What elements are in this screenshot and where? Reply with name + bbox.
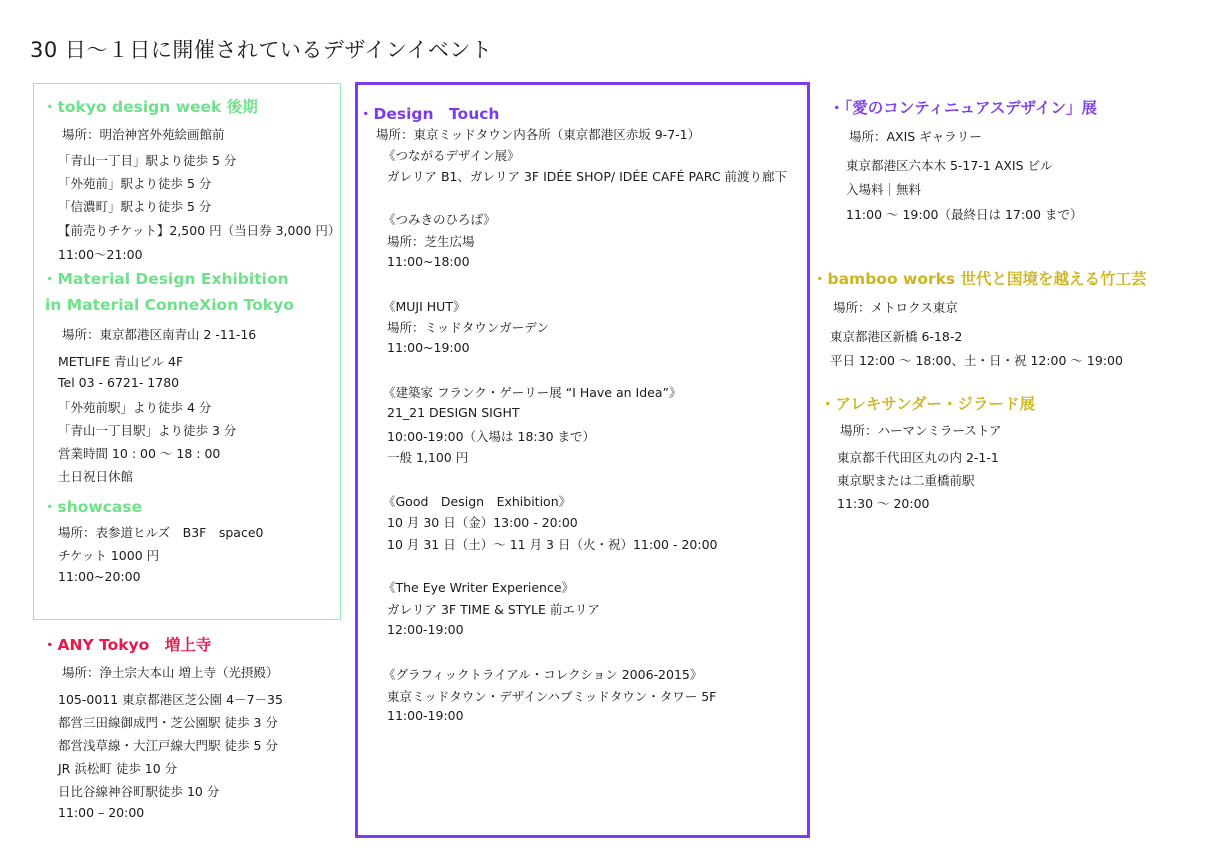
detail-line: ガレリア 3F TIME & STYLE 前エリア [387,602,600,617]
access-line: 都営三田線御成門・芝公園駅 徒歩 3 分 [58,715,278,730]
detail-line: 10 月 30 日（金）13:00 - 20:00 [387,515,578,530]
hours-line: 営業時間 10 : 00 ～ 18 : 00 [58,446,221,461]
detail-line: 11:00~18:00 [387,254,470,269]
detail-line: 場所：芝生広場 [387,234,475,249]
access-line: JR 浜松町 徒歩 10 分 [58,761,178,776]
fee-line: 入場料｜無料 [846,182,922,197]
sub-event-title: 《The Eye Writer Experience》 [383,580,575,595]
sub-event-title: 《MUJI HUT》 [383,299,466,314]
detail-line: 11:00~19:00 [387,340,470,355]
detail-line: 一般 1,100 円 [387,450,469,465]
hours-line: 11:30 ～ 20:00 [837,496,930,511]
place-line: 場所：東京都港区南青山 2 -11-16 [62,327,257,342]
detail-line: 12:00-19:00 [387,622,464,637]
address-line: 105-0011 東京都港区芝公園 4－7－35 [58,692,283,707]
detail-line: 場所：ミッドタウンガーデン [387,320,550,335]
place-line: 場所：表参道ヒルズ B3F space0 [58,525,264,540]
detail-line: 東京ミッドタウン・デザインハブミッドタウン・タワー 5F [387,689,717,704]
place-line: 場所：明治神宮外苑絵画館前 [62,127,225,142]
sub-event-title: 《つみきのひろば》 [383,212,496,227]
access-line: 都営浅草線・大江戸線大門駅 徒歩 5 分 [58,738,278,753]
place-line: 場所：メトロクス東京 [833,300,958,315]
detail-line: 10 月 31 日（土）～ 11 月 3 日（火・祝）11:00 - 20:00 [387,537,718,552]
ticket-line: チケット 1000 円 [58,548,160,563]
closed-line: 土日祝日休館 [58,469,134,484]
sub-event-title: 《グラフィックトライアル・コレクション 2006-2015》 [383,667,703,682]
access-line: 「外苑前駅」より徒歩 4 分 [58,400,212,415]
event-heading-material-design: ・Material Design Exhibition [42,270,289,288]
hours-line: 11:00 ～ 19:00（最終日は 17:00 まで） [846,207,1083,222]
detail-line: 21_21 DESIGN SIGHT [387,405,520,420]
sub-event-title: 《建築家 フランク・ゲーリー展 “I Have an Idea”》 [383,385,682,400]
address-line: METLIFE 青山ビル 4F [58,354,184,369]
hours-line: 11:00～21:00 [58,247,143,262]
hours-line: 11:00~20:00 [58,569,141,584]
place-line: 場所：ハーマンミラーストア [840,423,1002,438]
ticket-line: 【前売りチケット】2,500 円（当日券 3,000 円） [58,223,341,238]
event-heading-axis: ・「愛のコンティニュアスデザイン」展 [829,99,1097,117]
access-line: 「外苑前」駅より徒歩 5 分 [58,176,212,191]
event-heading-material-design-sub: in Material ConneXion Tokyo [45,296,294,314]
sub-event-title: 《つながるデザイン展》 [383,148,520,163]
event-heading-any-tokyo: ・ANY Tokyo 増上寺 [42,636,212,654]
place-line: 場所：東京ミッドタウン内各所（東京都港区赤坂 9-7-1） [376,127,701,142]
sub-event-title: 《Good Design Exhibition》 [383,494,572,509]
hours-line: 11:00 – 20:00 [58,805,145,820]
event-heading-girard: ・アレキサンダー・ジラード展 [820,395,1035,413]
hours-line: 平日 12:00 ～ 18:00、土・日・祝 12:00 ～ 19:00 [830,353,1123,368]
event-heading-design-touch: ・Design Touch [358,105,500,123]
detail-line: 10:00-19:00（入場は 18:30 まで） [387,429,596,444]
page-title: 30 日～１日に開催されているデザインイベント [30,38,493,62]
access-line: 「青山一丁目」駅より徒歩 5 分 [58,153,237,168]
address-line: 東京都港区新橋 6-18-2 [830,329,963,344]
place-line: 場所：浄土宗大本山 増上寺（光摂殿） [62,665,279,680]
event-heading-tokyo-design-week: ・tokyo design week 後期 [42,98,258,116]
access-line: 「信濃町」駅より徒歩 5 分 [58,199,212,214]
place-line: 場所：AXIS ギャラリー [849,129,982,144]
address-line: 東京都港区六本木 5-17-1 AXIS ビル [846,158,1053,173]
event-heading-bamboo-works: ・bamboo works 世代と国境を越える竹工芸 [812,270,1147,288]
event-heading-showcase: ・showcase [42,498,143,516]
access-line: 「青山一丁目駅」より徒歩 3 分 [58,423,237,438]
access-line: 東京駅または二重橋前駅 [837,473,975,488]
detail-line: ガレリア B1、ガレリア 3F IDÉE SHOP/ IDÉE CAFÉ PARC 前渡り廊下 [387,169,788,184]
address-line: 東京都千代田区丸の内 2-1-1 [837,450,999,465]
tel-line: Tel 03 - 6721- 1780 [58,375,180,390]
detail-line: 11:00-19:00 [387,708,464,723]
access-line: 日比谷線神谷町駅徒歩 10 分 [58,784,220,799]
